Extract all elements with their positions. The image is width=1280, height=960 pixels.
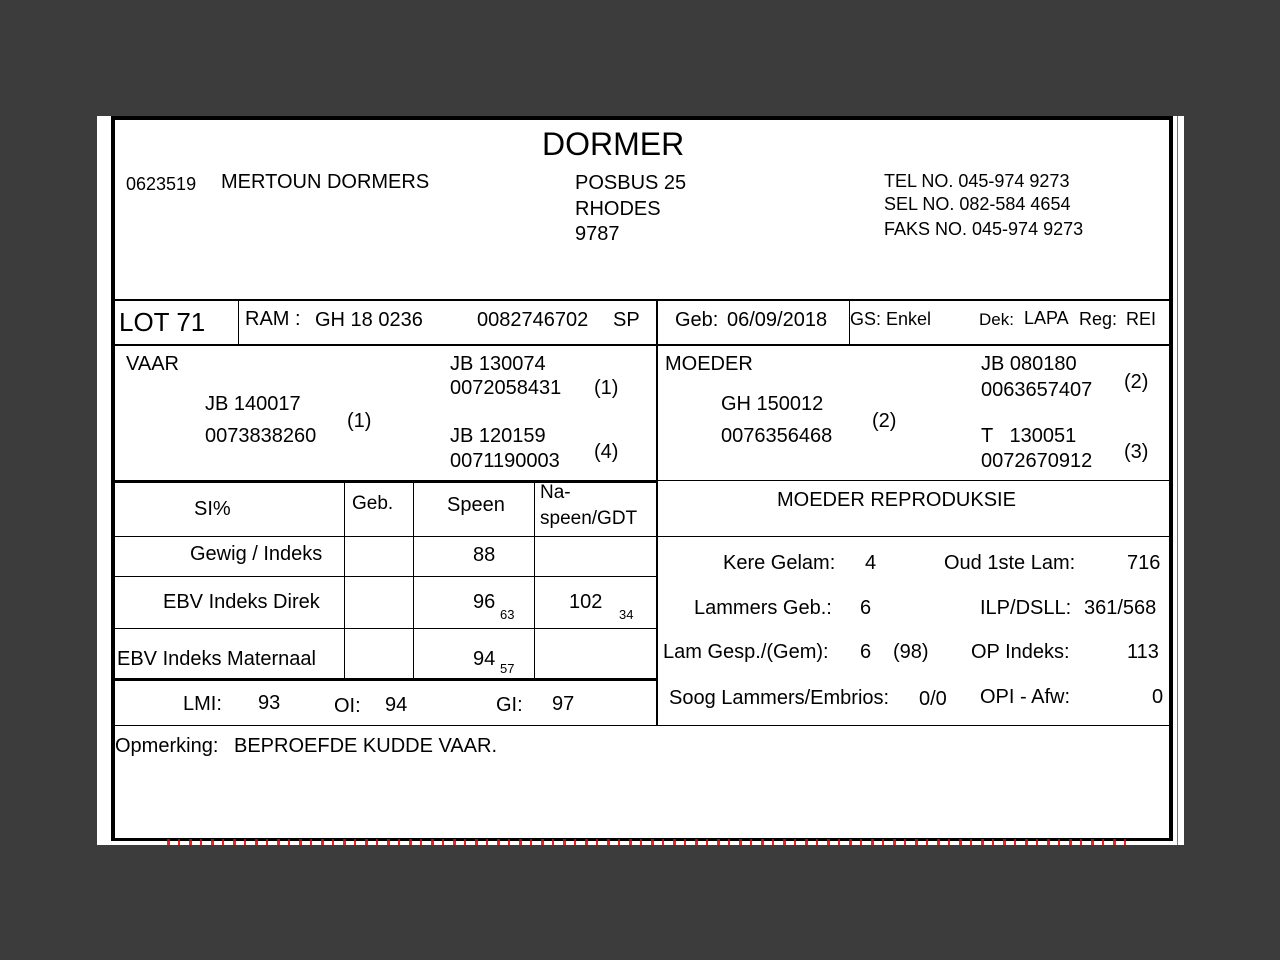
vrule-lot — [238, 299, 239, 346]
row-direk-naspeen-sub: 34 — [619, 607, 634, 622]
vaar-sire-number: 0072058431 — [450, 377, 562, 399]
lot-number: LOT 71 — [119, 307, 206, 337]
rule-si-head — [111, 536, 1173, 537]
row-direk-speen-sub: 63 — [500, 607, 515, 622]
catalog-sheet — [97, 116, 1184, 845]
ram-label: RAM : — [245, 308, 301, 330]
vaar-label: VAAR — [126, 353, 179, 375]
row-maternaal-speen: 94 — [473, 648, 496, 670]
gesp-value: 6 — [860, 641, 872, 663]
ram-sp: SP — [613, 309, 640, 331]
dek-value: LAPA — [1024, 308, 1069, 328]
moeder-number: 0076356468 — [721, 425, 833, 447]
row-gewig-speen: 88 — [473, 544, 496, 566]
tel-number: TEL NO. 045-974 9273 — [884, 171, 1070, 191]
footer-note-clipped — [167, 839, 1127, 845]
faks-number: FAKS NO. 045-974 9273 — [884, 219, 1084, 239]
soog-label: Soog Lammers/Embrios: — [669, 687, 890, 709]
gesp-label: Lam Gesp./(Gem): — [663, 641, 829, 663]
frame-left — [111, 116, 115, 840]
dek-label: Dek: — [979, 310, 1014, 329]
row-gewig-label: Gewig / Indeks — [190, 543, 323, 565]
rule-si-1 — [111, 576, 658, 577]
breeder-number: 0623519 — [126, 174, 197, 194]
address-line-3: 9787 — [575, 223, 620, 245]
oi-label: OI: — [334, 695, 361, 717]
repro-title: MOEDER REPRODUKSIE — [777, 489, 1016, 511]
soog-value: 0/0 — [919, 688, 947, 710]
gi-value: 97 — [552, 693, 575, 715]
op-value: 113 — [1127, 641, 1159, 663]
frame-top — [111, 116, 1173, 120]
breeder-name: MERTOUN DORMERS — [221, 171, 430, 193]
op-label: OP Indeks: — [971, 641, 1070, 663]
rule-remark — [111, 725, 1173, 726]
vaar-number: 0073838260 — [205, 425, 317, 447]
rule-lot — [111, 344, 1173, 346]
vrule-si-2 — [413, 482, 414, 679]
lmi-value: 93 — [258, 692, 281, 714]
rule-pedigree-right — [658, 480, 1173, 481]
reg-value: REI — [1126, 309, 1157, 329]
gi-label: GI: — [496, 694, 523, 716]
lammers-label: Lammers Geb.: — [694, 597, 832, 619]
moeder-mark: (2) — [872, 410, 897, 432]
oi-value: 94 — [385, 694, 408, 716]
moeder-dam-number: 0072670912 — [981, 450, 1093, 472]
moeder-sire-id: JB 080180 — [981, 353, 1077, 375]
vaar-sire-mark: (1) — [594, 377, 619, 399]
moeder-id: GH 150012 — [721, 393, 824, 415]
row-maternaal-speen-sub: 57 — [500, 661, 515, 676]
rule-si-2 — [111, 628, 658, 629]
gem-value: (98) — [893, 641, 929, 663]
opi-value: 0 — [1152, 686, 1164, 708]
moeder-sire-mark: (2) — [1124, 371, 1149, 393]
row-direk-label: EBV Indeks Direk — [163, 591, 320, 613]
address-line-2: RHODES — [575, 198, 661, 220]
oud-label: Oud 1ste Lam: — [944, 552, 1076, 574]
lmi-label: LMI: — [183, 693, 222, 715]
ram-id: GH 18 0236 — [315, 309, 423, 331]
oud-value: 716 — [1127, 552, 1161, 574]
geb-label: Geb: — [675, 309, 719, 331]
vaar-id: JB 140017 — [205, 393, 301, 415]
naspeen-header-2: speen/GDT — [540, 508, 638, 529]
rule-pedigree-left — [111, 480, 658, 483]
naspeen-header-1: Na- — [540, 482, 571, 503]
kere-value: 4 — [865, 552, 877, 574]
rule-si-bottom — [111, 678, 658, 681]
ram-reg-no: 0082746702 — [477, 309, 589, 331]
geb-date: 06/09/2018 — [727, 309, 828, 331]
breed-title: DORMER — [542, 126, 685, 162]
row-direk-naspeen: 102 — [569, 591, 603, 613]
vaar-dam-number: 0071190003 — [450, 450, 560, 472]
vaar-dam-id: JB 120159 — [450, 425, 546, 447]
vaar-dam-mark: (4) — [594, 441, 619, 463]
edge-right-thin — [1177, 116, 1178, 845]
opi-label: OPI - Afw: — [980, 686, 1071, 708]
geb-header: Geb. — [352, 493, 394, 514]
sel-number: SEL NO. 082-584 4654 — [884, 194, 1071, 214]
frame-right — [1169, 116, 1173, 840]
vrule-si-1 — [344, 482, 345, 679]
vaar-mark: (1) — [347, 410, 372, 432]
lammers-value: 6 — [860, 597, 872, 619]
gs-value: GS: Enkel — [850, 309, 932, 329]
si-header: SI% — [194, 498, 231, 520]
address-line-1: POSBUS 25 — [575, 172, 687, 194]
moeder-dam-mark: (3) — [1124, 441, 1149, 463]
ilp-value: 361/568 — [1084, 597, 1157, 619]
speen-header: Speen — [447, 494, 505, 516]
rule-header — [111, 299, 1173, 301]
remark-text: BEPROEFDE KUDDE VAAR. — [234, 735, 498, 757]
vrule-mid — [656, 299, 658, 726]
kere-label: Kere Gelam: — [723, 552, 836, 574]
row-direk-speen: 96 — [473, 591, 496, 613]
row-maternaal-label: EBV Indeks Maternaal — [117, 648, 316, 670]
moeder-label: MOEDER — [665, 353, 753, 375]
remark-label: Opmerking: — [115, 735, 219, 757]
moeder-sire-number: 0063657407 — [981, 379, 1093, 401]
vrule-si-3 — [534, 482, 535, 679]
vaar-sire-id: JB 130074 — [450, 353, 546, 375]
moeder-dam-id: T 130051 — [981, 425, 1077, 447]
reg-label: Reg: — [1079, 309, 1118, 329]
ilp-label: ILP/DSLL: — [980, 597, 1072, 619]
